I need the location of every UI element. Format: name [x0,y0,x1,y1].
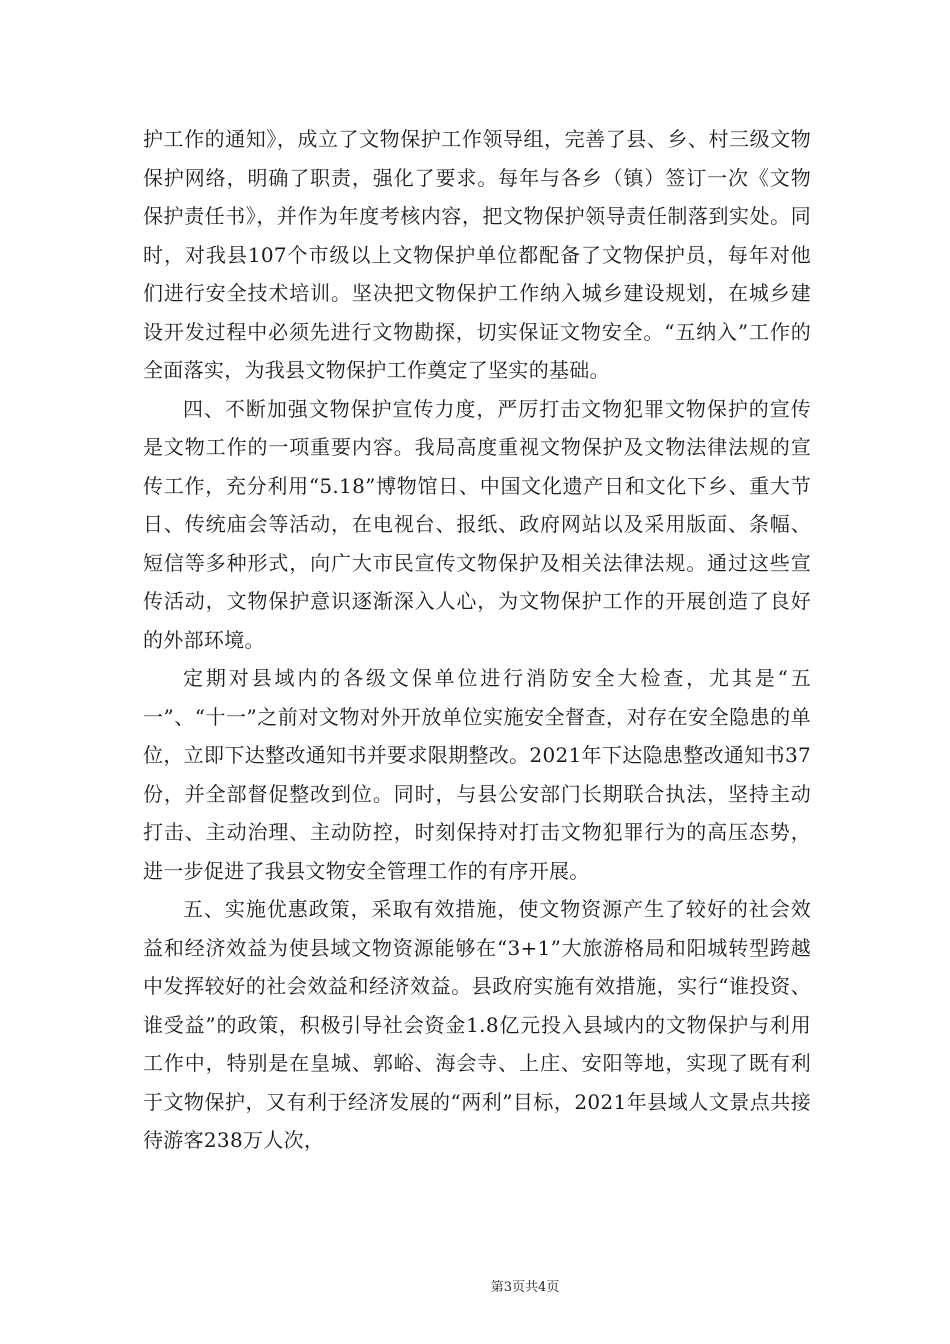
paragraph-1: 护工作的通知》，成立了文物保护工作领导组，完善了县、乡、村三级文物保护网络，明确了职责，强化了要求。每年与各乡（镇）签订一次《文物保护责任书》，并作为年度考核内容，把文物保护领导责任制落到实处。同时，对我县107个市级以上文物保护单位都配备了文物保护员，每年对他们进行安全技术培训。坚决把文物保护工作纳入城乡建设规划，在城乡建设开发过程中必须先进行文物勘探，切实保证文物安全。“五纳入”工作的全面落实，为我县文物保护工作奠定了坚实的基础。 [143,127,811,382]
page-number: 第3页共4页 [490,1280,560,1295]
document-body [143,120,811,1160]
page-footer [0,1276,950,1295]
paragraph-3: 定期对县域内的各级文保单位进行消防安全大检查，尤其是“五一”、“十一”之前对文物对外开放单位实施安全督查，对存在安全隐患的单位，立即下达整改通知书并要求限期整改。2021年下达隐患整改通知书37份，并全部督促整改到位。同时，与县公安部门长期联合执法，坚持主动打击、主动治理、主动防控，时刻保持对打击文物犯罪行为的高压态势，进一步促进了我县文物安全管理工作的有序开展。 [143,666,811,883]
paragraph-2: 四、不断加强文物保护宣传力度，严厉打击文物犯罪文物保护的宣传是文物工作的一项重要内容。我局高度重视文物保护及文物法律法规的宣传工作，充分利用“5.18”博物馆日、中国文化遗产日和文化下乡、重大节日、传统庙会等活动，在电视台、报纸、政府网站以及采用版面、条幅、短信等多种形式，向广大市民宣传文物保护及相关法律法规。通过这些宣传活动，文物保护意识逐渐深入人心，为文物保护工作的开展创造了良好的外部环境。 [143,396,811,652]
paragraph-4: 五、实施优惠政策，采取有效措施，使文物资源产生了较好的社会效益和经济效益为使县域文物资源能够在“3+1”大旅游格局和阳城转型跨越中发挥较好的社会效益和经济效益。县政府实施有效措施，实行“谁投资、谁受益”的政策，积极引导社会资金1.8亿元投入县域内的文物保护与利用工作中，特别是在皇城、郭峪、海会寺、上庄、安阳等地，实现了既有利于文物保护，又有利于经济发展的“两利”目标，2021年县域人文景点共接待游客238万人次， [143,897,811,1152]
